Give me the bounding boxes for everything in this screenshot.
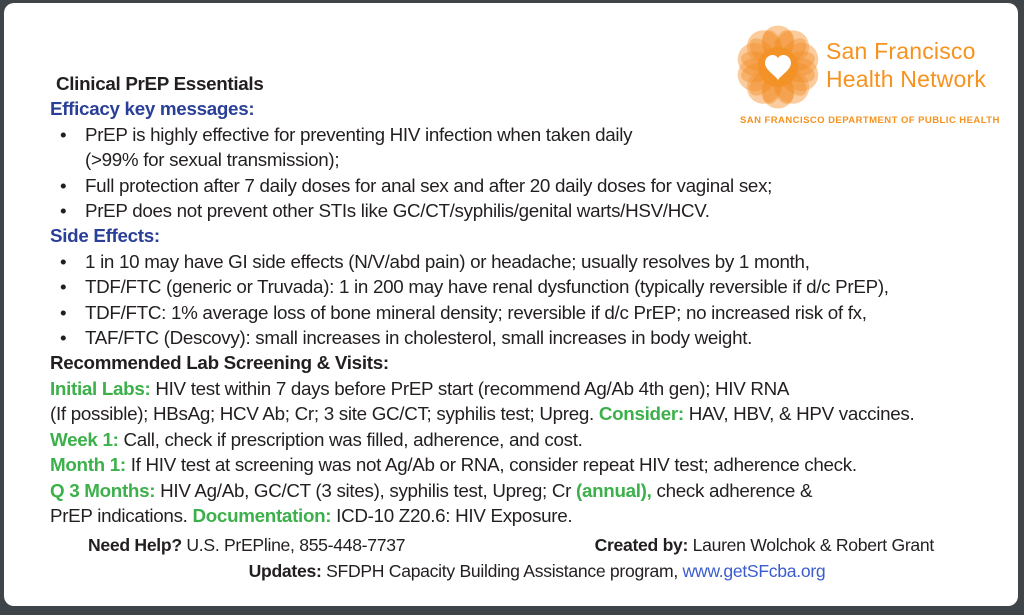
text-line <box>4 198 1018 223</box>
updates-link[interactable]: www.getSFcba.org <box>682 560 826 581</box>
bullet-icon: • <box>60 200 67 222</box>
text-line <box>4 350 1018 375</box>
text-segment: Consider: <box>598 403 684 425</box>
text-line <box>4 274 1018 299</box>
text-segment: Month 1: <box>50 454 126 476</box>
logo-tagline: SAN FRANCISCO DEPARTMENT OF PUBLIC HEALTH <box>740 115 1000 126</box>
text-segment: Side Effects: <box>50 225 160 247</box>
text-segment: Full protection after 7 daily doses for anal sex and after 20 daily doses for vaginal sex; <box>85 174 773 196</box>
text-segment: Clinical PrEP Essentials <box>56 73 264 94</box>
text-segment: PrEP is highly effective for preventing HIV infection when taken daily <box>85 123 633 145</box>
text-line <box>4 223 1018 248</box>
text-segment: SFDPH Capacity Building Assistance program, <box>321 560 683 581</box>
text-line <box>4 401 1018 426</box>
text-segment: HIV test within 7 days before PrEP start (recommend Ag/Ab 4th gen); HIV RNA <box>150 377 790 399</box>
text-line <box>4 300 1018 325</box>
need-help-text <box>88 533 405 559</box>
text-segment: If HIV test at screening was not Ag/Ab or RNA, consider repeat HIV test; adherence check. <box>125 454 857 476</box>
bullet-icon: • <box>60 123 67 145</box>
text-line <box>4 173 1018 198</box>
text-segment: Initial Labs: <box>50 377 151 399</box>
text-line <box>4 249 1018 274</box>
text-segment: HIV Ag/Ab, GC/CT (3 sites), syphilis test, Upreg; Cr <box>155 479 576 501</box>
text-segment: 1 in 10 may have GI side effects (N/V/abd pain) or headache; usually resolves by 1 month, <box>85 250 810 272</box>
text-segment: Q 3 Months: <box>50 479 156 501</box>
text-segment: Call, check if prescription was filled, adherence, and cost. <box>118 428 583 450</box>
bullet-icon: • <box>60 327 67 349</box>
text-line <box>4 96 1018 121</box>
text-line <box>4 71 1018 96</box>
content-lines <box>4 3 1018 528</box>
text-line <box>4 452 1018 477</box>
text-segment: TDF/FTC: 1% average loss of bone mineral density; reversible if d/c PrEP; no increased risk of fx, <box>85 301 867 323</box>
text-segment: (>99% for sexual transmission); <box>85 149 340 171</box>
text-segment: Recommended Lab Screening & Visits: <box>50 352 389 374</box>
text-line <box>4 427 1018 452</box>
text-segment: PrEP does not prevent other STIs like GC/CT/syphilis/genital warts/HSV/HCV. <box>85 200 710 222</box>
updates-text <box>249 561 826 581</box>
text-segment: Lauren Wolchok & Robert Grant <box>688 535 934 555</box>
text-line <box>4 376 1018 401</box>
bullet-icon: • <box>60 174 67 196</box>
prep-essentials-card <box>4 3 1018 606</box>
text-segment: (annual), <box>576 479 652 501</box>
text-segment: U.S. PrEPline, 855-448-7737 <box>181 535 406 555</box>
footer <box>4 533 1018 584</box>
created-by-text <box>595 533 934 559</box>
text-segment: HAV, HBV, & HPV vaccines. <box>683 403 915 425</box>
text-line <box>4 147 1018 172</box>
text-line <box>4 122 1018 147</box>
bullet-icon: • <box>60 250 67 272</box>
text-segment: check adherence & <box>651 479 813 501</box>
text-line <box>4 478 1018 503</box>
text-segment: Need Help? <box>88 535 182 555</box>
text-segment: TDF/FTC (generic or Truvada): 1 in 200 may have renal dysfunction (typically reversible if d/c PrEP), <box>85 276 889 298</box>
footer-row-1 <box>4 533 1018 559</box>
text-segment: Documentation: <box>192 504 332 526</box>
text-segment: Week 1: <box>50 428 119 450</box>
text-segment: PrEP indications. <box>50 504 193 526</box>
text-segment: ICD-10 Z20.6: HIV Exposure. <box>331 504 573 526</box>
text-line <box>4 325 1018 350</box>
text-segment: Efficacy key messages: <box>50 98 255 120</box>
text-segment: TAF/FTC (Descovy): small increases in cholesterol, small increases in body weight. <box>85 327 753 349</box>
bullet-icon: • <box>60 301 67 323</box>
footer-row-2 <box>4 559 1018 585</box>
text-line <box>4 503 1018 528</box>
logo-brand-line1: San Francisco <box>826 38 976 64</box>
logo-brand-line2: Health Network <box>826 66 987 92</box>
text-segment: (If possible); HBsAg; HCV Ab; Cr; 3 site GC/CT; syphilis test; Upreg. <box>50 403 599 425</box>
bullet-icon: • <box>60 276 67 298</box>
text-segment: Created by: <box>594 535 689 555</box>
text-segment: Updates: <box>248 560 322 581</box>
